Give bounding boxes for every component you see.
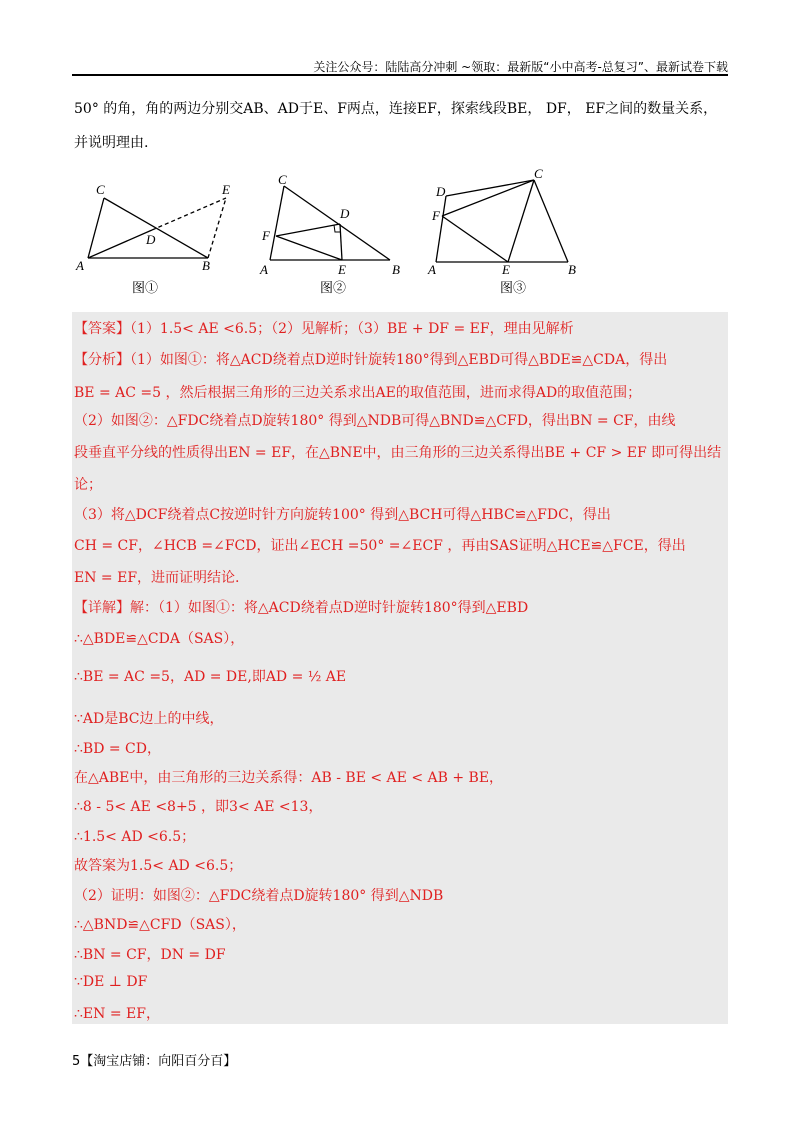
fig2-seg-FD bbox=[276, 224, 340, 236]
fig3-label-F: F bbox=[432, 208, 440, 223]
figure-3 bbox=[436, 180, 568, 262]
figure-1 bbox=[88, 198, 226, 258]
fig2-label-A: A bbox=[260, 262, 268, 277]
detail-line-8: ∴1.5< AD <6.5； bbox=[74, 829, 196, 845]
fig3-seg-AD bbox=[436, 196, 446, 262]
detail-line-4: ∵AD是BC边上的中线， bbox=[74, 711, 224, 727]
page-header: 关注公众号：陆陆高分冲刺 ~领取：最新版“小中高考-总复习”、最新试卷下载 bbox=[313, 60, 728, 74]
fig3-seg-EC bbox=[508, 180, 534, 262]
fig2-seg-CB bbox=[284, 186, 390, 260]
detail-line-9: 故答案为1.5< AD <6.5； bbox=[74, 858, 243, 874]
fig2-label-E: E bbox=[338, 262, 346, 277]
analysis-line-4: 段垂直平分线的性质得出EN = EF，在△BNE中，由三角形的三边关系得出BE + CF > EF 即可得出结 bbox=[74, 445, 722, 461]
fig3-label-A: A bbox=[428, 262, 436, 277]
fig3-caption: 图③ bbox=[500, 280, 527, 295]
fig1-caption: 图① bbox=[132, 280, 159, 295]
header-rule bbox=[72, 74, 728, 76]
fig1-label-C: C bbox=[96, 182, 105, 197]
problem-line-2: 并说明理由. bbox=[74, 135, 149, 151]
detail-line-5: ∴BD = CD， bbox=[74, 741, 161, 757]
fig1-label-E: E bbox=[222, 182, 230, 197]
fig1-seg-BE bbox=[208, 198, 226, 258]
fig2-label-D: D bbox=[340, 206, 350, 221]
fig1-label-A: A bbox=[76, 258, 84, 273]
fig2-seg-FE bbox=[276, 236, 342, 260]
fig2-label-B: B bbox=[392, 262, 400, 277]
answer-line: 【答案】（1）1.5< AE <6.5；（2）见解析；（3）BE + DF = EF，理由见解析 bbox=[74, 321, 574, 337]
fig1-label-D: D bbox=[146, 232, 156, 247]
fig1-seg-DE bbox=[152, 198, 226, 230]
analysis-line-2: BE = AC =5 ，然后根据三角形的三边关系求出AE的取值范围，进而求得AD的取值范围； bbox=[74, 385, 642, 401]
figure-2 bbox=[270, 186, 390, 260]
fig3-label-B: B bbox=[568, 262, 576, 277]
detail-line-7: ∴8 - 5< AE <8+5 ，即3< AE <13， bbox=[74, 799, 323, 815]
page-footer: 5【淘宝店铺：向阳百分百】 bbox=[72, 1054, 237, 1069]
analysis-line-1: 【分析】（1）如图①：将△ACD绕着点D逆时针旋转180°得到△EBD可得△BDE≌△CDA，得出 bbox=[74, 352, 668, 368]
detail-line-11: ∴△BND≌△CFD（SAS）， bbox=[74, 917, 246, 933]
analysis-line-8: EN = EF，进而证明结论. bbox=[74, 570, 240, 586]
geometry-figures bbox=[72, 166, 592, 308]
analysis-line-6: （3）将△DCF绕着点C按逆时针方向旋转100° 得到△BCH可得△HBC≌△FDC，得出 bbox=[74, 507, 611, 523]
fig2-label-F: F bbox=[262, 228, 270, 243]
fig2-caption: 图② bbox=[320, 280, 347, 295]
detail-line-10: （2）证明：如图②：△FDC绕着点D旋转180° 得到△NDB bbox=[74, 888, 444, 904]
fig2-seg-AC bbox=[270, 186, 284, 260]
analysis-line-3: （2）如图②：△FDC绕着点D旋转180° 得到△NDB可得△BND≌△CFD，得出BN = CF，由线 bbox=[74, 413, 676, 429]
fig1-label-B: B bbox=[202, 258, 210, 273]
fig3-seg-FE bbox=[442, 216, 508, 262]
detail-line-1: 【详解】解：（1）如图①：将△ACD绕着点D逆时针旋转180°得到△EBD bbox=[74, 600, 529, 616]
fig2-label-C: C bbox=[278, 172, 287, 187]
analysis-line-7: CH = CF，∠HCB =∠FCD，证出∠ECH =50° =∠ECF ，再由SAS证明△HCE≌△FCE，得出 bbox=[74, 538, 686, 554]
detail-line-3: ∴BE = AC =5，AD = DE,即AD = ½ AE bbox=[74, 669, 347, 685]
fig1-seg-AC bbox=[88, 198, 104, 258]
detail-line-2: ∴△BDE≌△CDA（SAS）， bbox=[74, 631, 245, 647]
fig3-label-E: E bbox=[502, 262, 510, 277]
problem-line-1: 50° 的角，角的两边分别交AB、AD于E、F两点，连接EF，探索线段BE， DF， EF之间的数量关系， bbox=[74, 101, 718, 117]
fig3-seg-FC bbox=[442, 180, 534, 216]
detail-line-12: ∴BN = CF，DN = DF bbox=[74, 947, 226, 963]
fig3-seg-DC bbox=[446, 180, 534, 196]
fig1-seg-AD bbox=[88, 230, 152, 258]
fig3-label-C: C bbox=[534, 166, 543, 181]
detail-line-13: ∵DE ⊥ DF bbox=[74, 974, 148, 990]
figures bbox=[72, 166, 592, 308]
analysis-line-5: 论； bbox=[74, 477, 102, 493]
fig2-seg-DE bbox=[340, 224, 342, 260]
fig3-seg-CB bbox=[534, 180, 568, 262]
detail-line-6: 在△ABE中，由三角形的三边关系得：AB - BE < AE < AB + BE， bbox=[74, 770, 504, 786]
fig3-label-D: D bbox=[436, 184, 446, 199]
fig1-seg-CB bbox=[104, 198, 208, 258]
detail-line-14: ∴EN = EF， bbox=[74, 1006, 160, 1022]
